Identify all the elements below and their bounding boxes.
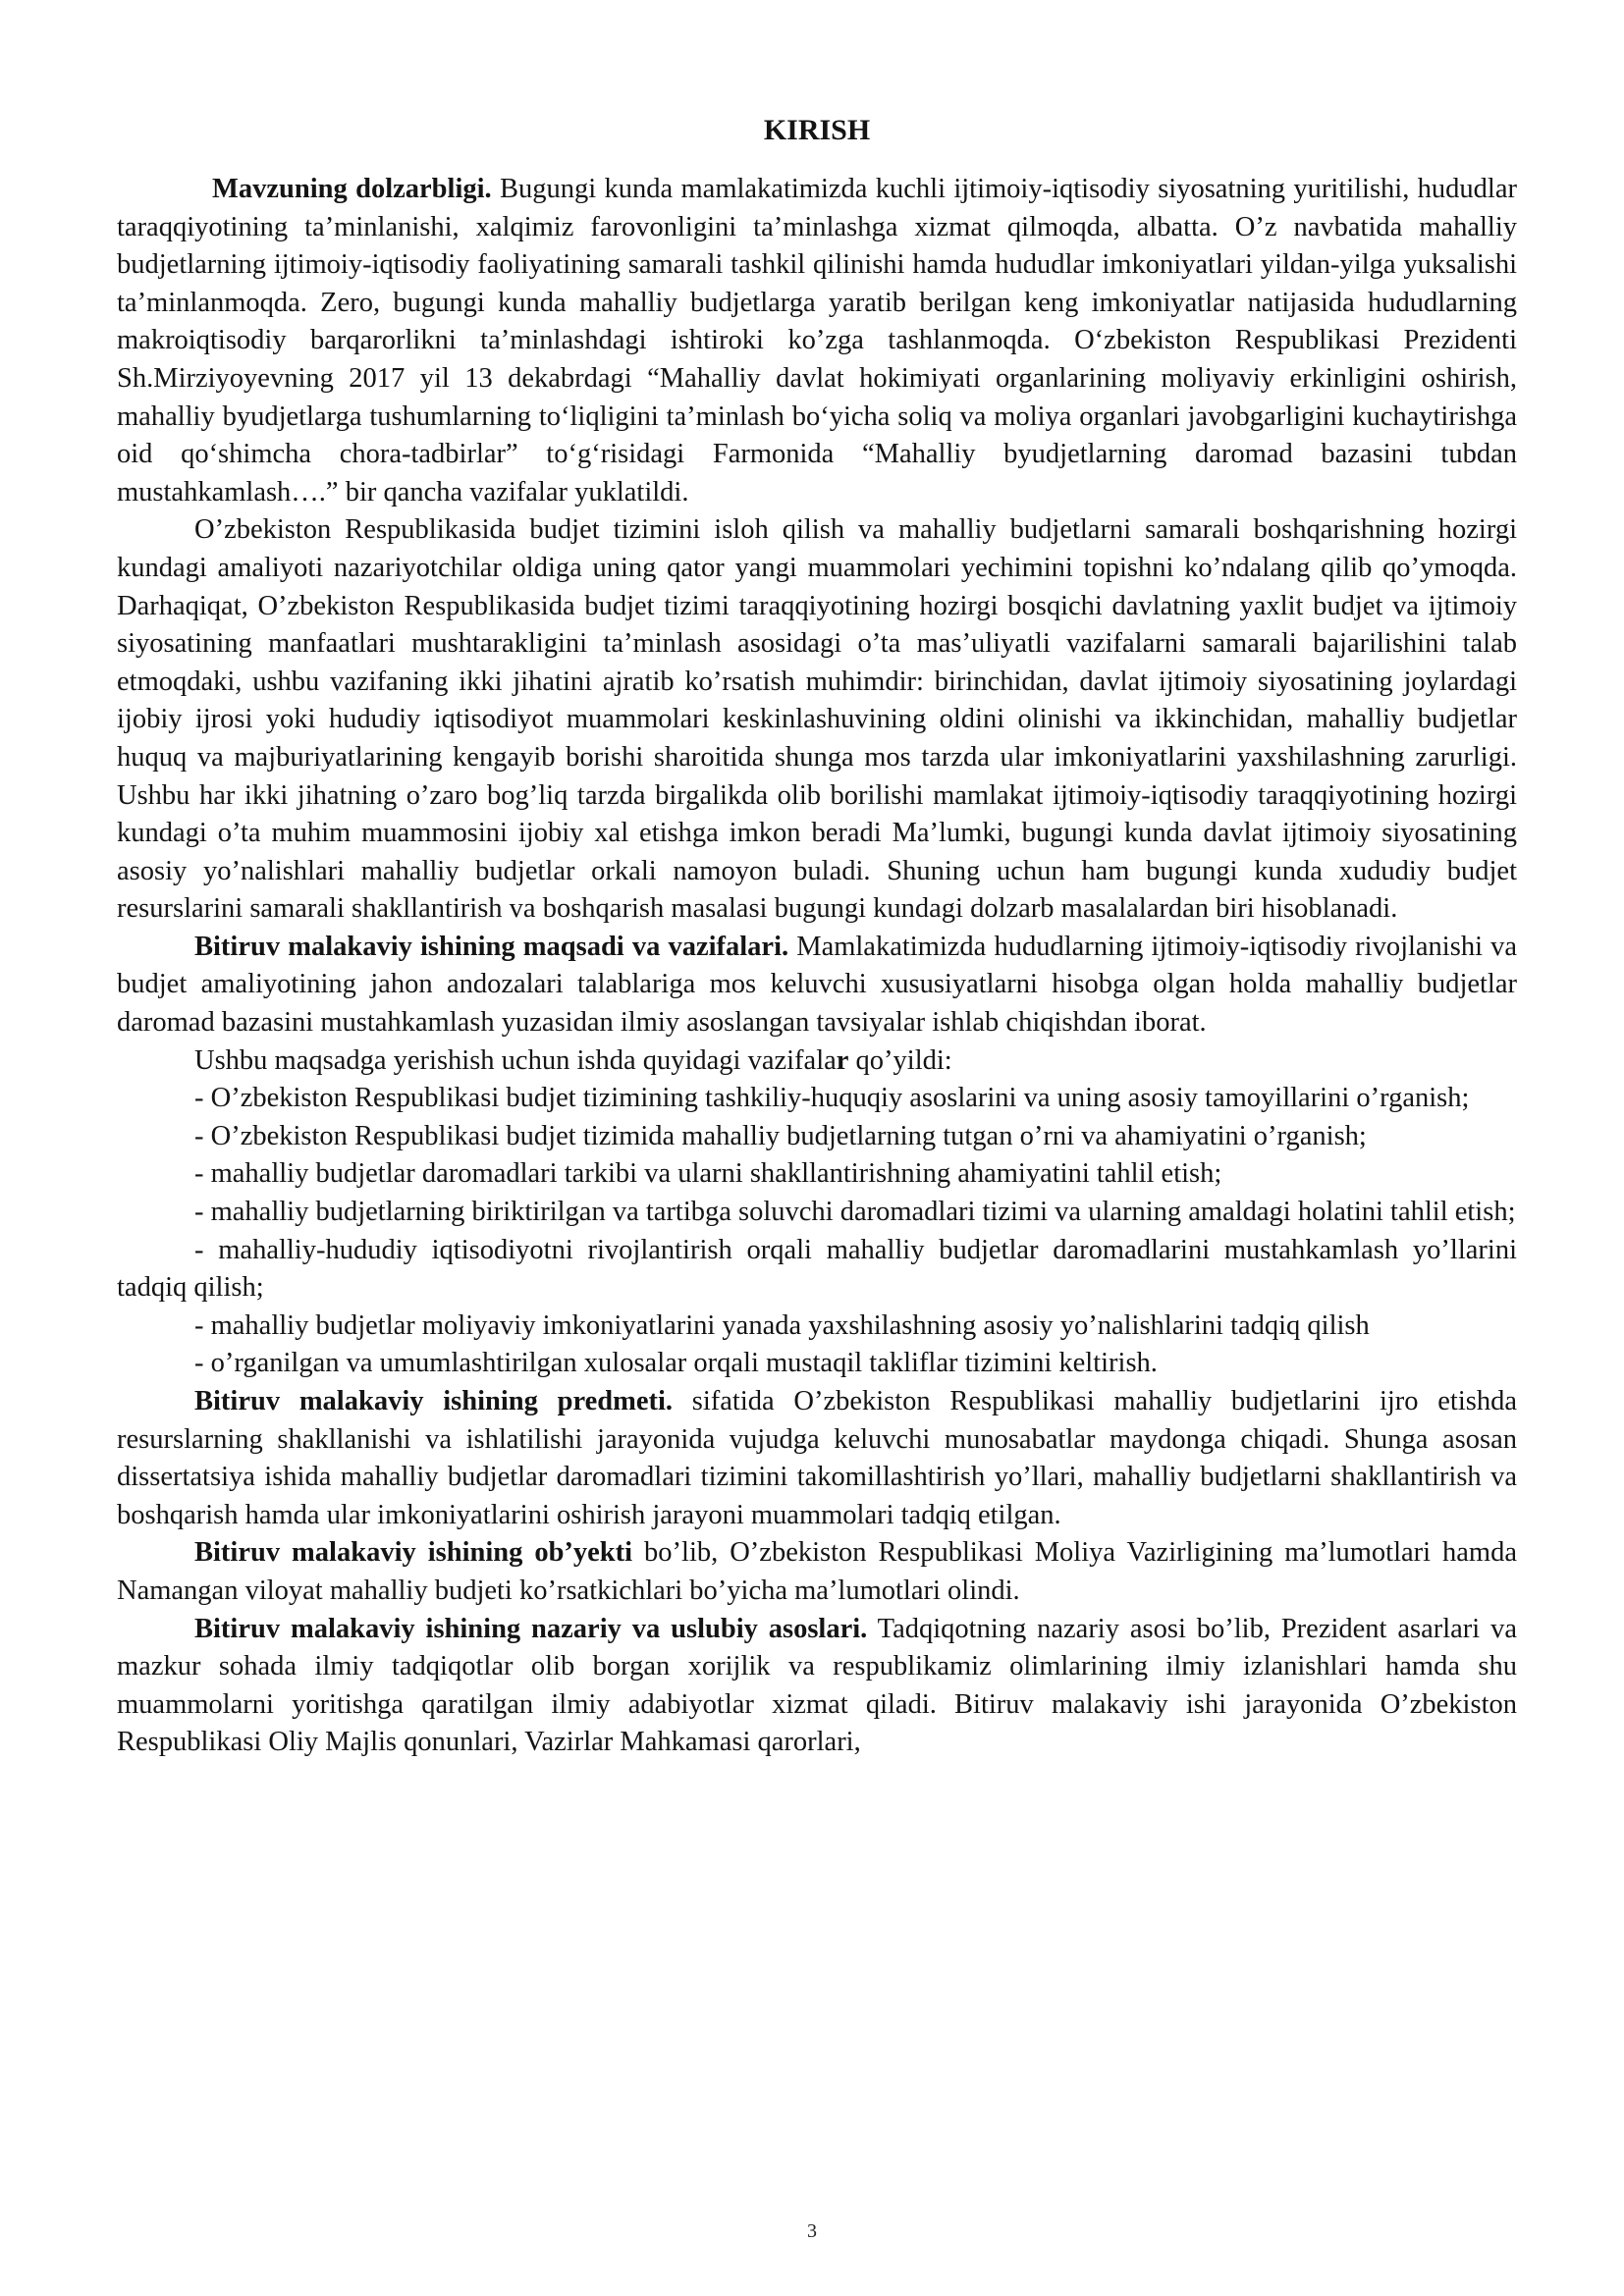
goals-text: Mamlakatimizda hududlarning ijtimoiy-iqtisodiy rivojlanishi va budjet amaliyotining jahon andozalari talablariga mos keluvchi xususiyatlarni hisobga olgan holda mahalliy budjetlar daromad bazasini mustahkamlash yuzasidan ilmiy asoslangan tavsiyalar ishlab chiqishdan iborat. <box>117 931 1517 1039</box>
object-text: bo’lib, O’zbekiston Respublikasi Moliya Vazirligining ma’lumotlari hamda Namangan viloyat mahalliy budjeti ko’rsatkichlari bo’yicha ma’lumotlari olindi. <box>117 1537 1517 1606</box>
list-item-text: - O’zbekiston Respublikasi budjet tizimida mahalliy budjetlarning tutgan o’rni va ahamiyatini o’rganish; <box>194 1120 1367 1151</box>
paragraph-subject <box>117 1383 1517 1534</box>
object-heading: Bitiruv malakaviy ishining ob’yekti <box>194 1537 633 1569</box>
budget-reform-text: O’zbekiston Respublikasida budjet tizimini isloh qilish va mahalliy budjetlarni samarali boshqarishning hozirgi kundagi amaliyoti nazariyotchilar oldiga uning qator yangi muammolari yechimini topishni ko’ndalang qilib qo’ymoqda. Darhaqiqat, O’zbekiston Respublikasida budjet tizimi taraqqiyotining hozirgi bosqichi davlatning yaxlit budjet va ijtimoiy siyosatining manfaatlari mushtarakligini ta’minlash asosidagi o’ta mas’uliyatli vazifalarni samarali bajarilishini talab etmoqdaki, ushbu vazifaning ikki jihatini ajratib ko’rsatish muhimdir: birinchidan, davlat ijtimoiy siyosatining joylardagi ijobiy ijrosi yoki hududiy iqtisodiyot muammolari keskinlashuvining oldini olinishi va ikkinchidan, mahalliy budjetlar huquq va majburiyatlarining kengayib borishi sharoitida shunga mos tarzda ular imkoniyatlarini yaxshilashning zarurligi. Ushbu har ikki jihatning o’zaro bog’liq tarzda birgalikda olib borilishi mamlakat ijtimoiy-iqtisodiy taraqqiyotining hozirgi kundagi o’ta muhim muammosini ijobiy xal etishga imkon beradi Ma’lumki, bugungi kunda davlat ijtimoiy siyosatining asosiy yo’nalishlari mahalliy budjetlar orkali namoyon buladi. Shuning uchun ham bugungi kunda xududiy budjet resurslarini samarali shakllantirish va boshqarish masalasi bugungi kundagi dolzarb masalalardan biri hisoblanadi. <box>117 514 1517 925</box>
goals-heading: Bitiruv malakaviy ishining maqsadi va vazifalari. <box>194 931 789 962</box>
paragraph-relevance <box>117 171 1517 511</box>
document-page <box>117 112 1517 1762</box>
list-item <box>117 1232 1517 1308</box>
theory-text: Tadqiqotning nazariy asosi bo’lib, Prezident asarlari va mazkur sohada ilmiy tadqiqotlar olib borgan xorijlik va respublikamiz olimlarining ilmiy izlanishlari hamda shu muammolarni yoritishga qaratilgan ilmiy adabiyotlar xizmat qiladi. Bitiruv malakaviy ishi jarayonida O’zbekiston Respublikasi Oliy Majlis qonunlari, Vazirlar Mahkamasi qarorlari, <box>117 1613 1517 1758</box>
list-item-text: - O’zbekiston Respublikasi budjet tizimining tashkiliy-huquqiy asoslarini va uning asosiy tamoyillarini o’rganish; <box>194 1083 1470 1114</box>
section-title: KIRISH <box>763 114 871 146</box>
subject-text: sifatida O’zbekiston Respublikasi mahalliy budjetlarini ijro etishda resurslarning shakllanishi va ishlatilishi jarayonida vujudga keluvchi munosabatlar maydonga chiqadi. Shunga asosan dissertatsiya ishida mahalliy budjetlar daromadlari tizimini takomillashtirish yo’llari, mahalliy budjetlarni shakllantirish va boshqarish hamda ular imkoniyatlarini oshirish jarayoni muammolari tadqiq etilgan. <box>117 1386 1517 1530</box>
subject-heading: Bitiruv malakaviy ishining predmeti. <box>194 1386 674 1416</box>
list-item <box>117 1118 1517 1156</box>
list-item <box>117 1194 1517 1232</box>
tasks-intro-text: Ushbu maqsadga yerishish uchun ishda quyidagi vazifala <box>194 1044 837 1076</box>
page-number: 3 <box>807 2220 817 2242</box>
list-item-text: - mahalliy budjetlar daromadlari tarkibi va ularni shakllantirishning ahamiyatini tahlil etish; <box>194 1158 1222 1190</box>
tasks-intro-tail: qo’yildi: <box>848 1044 952 1076</box>
list-item-text: - o’rganilgan va umumlashtirilgan xulosalar orqali mustaqil takliflar tizimini keltirish. <box>194 1348 1158 1379</box>
list-item <box>117 1080 1517 1118</box>
paragraph-goals <box>117 929 1517 1042</box>
list-item <box>117 1155 1517 1194</box>
tasks-intro-bold-letter: r <box>836 1044 849 1076</box>
paragraph-theory <box>117 1611 1517 1762</box>
relevance-heading: Mavzuning dolzarbligi. <box>212 174 492 204</box>
paragraph-object <box>117 1534 1517 1610</box>
list-item <box>117 1308 1517 1346</box>
list-item-text: - mahalliy budjetlar moliyaviy imkoniyatlarini yanada yaxshilashning asosiy yo’nalishlarini tadqiq qilish <box>194 1309 1370 1341</box>
list-item-text: - mahalliy-hududiy iqtisodiyotni rivojlantirish orqali mahalliy budjetlar daromadlarini mustahkamlash yo’llarini tadqiq qilish; <box>117 1234 1517 1304</box>
list-item-text: - mahalliy budjetlarning biriktirilgan va tartibga soluvchi daromadlari tizimi va ularning amaldagi holatini tahlil etish; <box>194 1197 1516 1228</box>
relevance-text: Bugungi kunda mamlakatimizda kuchli ijtimoiy-iqtisodiy siyosatning yuritilishi, hududlar taraqqiyotining ta’minlanishi, xalqimiz farovonligini ta’minlashga xizmat qilmoqda, albatta. O’z navbatida mahalliy budjetlarning ijtimoiy-iqtisodiy faoliyatining samarali tashkil qilinishi hamda hududlar imkoniyatlari yildan-yilga yuksalishi ta’minlanmoqda. Zero, bugungi kunda mahalliy budjetlarga yaratib berilgan keng imkoniyatlar natijasida hududlarning makroiqtisodiy barqarorlikni ta’minlashdagi ishtiroki ko’zga tashlanmoqda. O‘zbekiston Respublikasi Prezidenti Sh.Mirziyoyevning 2017 yil 13 dekabrdagi “Mahalliy davlat hokimiyati organlarining moliyaviy erkinligini oshirish, mahalliy byudjetlarga tushumlarning to‘liqligini ta’minlash bo‘yicha soliq va moliya organlari javobgarligini kuchaytirishga oid qo‘shimcha chora-tadbirlar” to‘g‘risidagi Farmonida “Mahalliy byudjetlarning daromad bazasini tubdan mustahkamlash….” bir qancha vazifalar yuklatildi. <box>117 174 1517 507</box>
paragraph-budget-reform <box>117 511 1517 929</box>
paragraph-tasks-intro <box>117 1042 1517 1081</box>
theory-heading: Bitiruv malakaviy ishining nazariy va uslubiy asoslari. <box>194 1613 868 1644</box>
list-item <box>117 1345 1517 1383</box>
